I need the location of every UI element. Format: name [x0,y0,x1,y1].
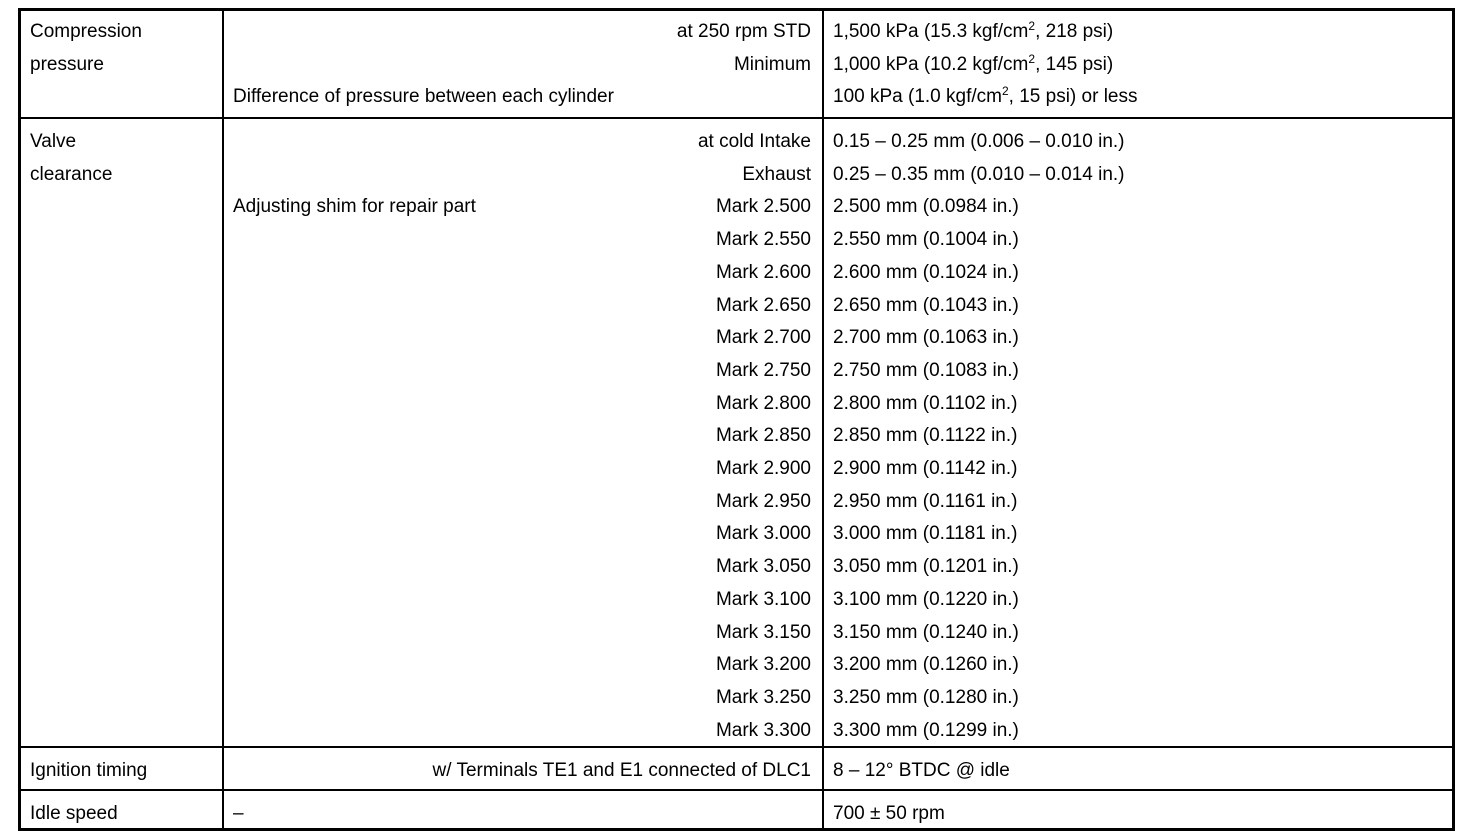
row-value [833,721,1019,740]
row-value-text: 0.25 – 0.35 mm (0.010 – 0.014 in.) [833,163,1125,185]
section-divider [18,789,1455,791]
column-divider-label [222,8,224,831]
row-value-text: 2.500 mm (0.0984 in.) [833,196,1019,218]
table-border-left [18,8,21,831]
row-value-text: 1,500 kPa (15.3 kgf/cm [833,21,1029,42]
section-label: Idle speed [30,803,118,824]
section-label: clearance [30,163,113,185]
row-value-text: 2.850 mm (0.1122 in.) [833,425,1018,447]
row-condition: w/ Terminals TE1 and E1 connected of DLC1 [432,760,811,781]
row-value [833,655,1019,674]
row-condition: Mark 3.300 [715,719,811,741]
section-divider [18,746,1455,748]
row-value-text: 3.000 mm (0.1181 in.) [833,523,1018,545]
row-value [833,165,1125,184]
row-condition: Mark 2.800 [715,392,811,414]
row-description: – [233,803,244,824]
row-value [833,688,1019,707]
row-condition: Mark 3.150 [715,621,811,643]
section-label: Compression [30,21,142,42]
row-value [833,426,1017,445]
section-label: pressure [30,53,104,75]
row-condition: Exhaust [742,163,811,185]
section-divider [18,117,1455,119]
row-condition: Mark 2.950 [715,490,811,512]
row-value-text: 2.750 mm (0.1083 in.) [833,359,1019,381]
row-value-text: 3.050 mm (0.1201 in.) [833,556,1019,578]
row-value [833,19,1114,42]
row-value-text: 1,000 kPa (10.2 kgf/cm [833,53,1029,75]
row-value [833,51,1114,75]
row-value-text: 3.300 mm (0.1299 in.) [833,719,1019,741]
row-description: Difference of pressure between each cylinder [233,86,614,108]
row-condition: Mark 2.650 [715,294,811,316]
table-border-bottom [18,828,1455,831]
row-value [833,361,1019,380]
row-value [833,394,1017,413]
row-value-text: 2.550 mm (0.1004 in.) [833,229,1019,251]
row-condition: Mark 2.750 [715,359,811,381]
row-value-text: 700 ± 50 rpm [833,803,945,824]
row-value-text: 2.600 mm (0.1024 in.) [833,261,1019,283]
row-condition: Mark 2.500 [715,196,811,218]
row-value [833,590,1019,609]
row-value-text: 100 kPa (1.0 kgf/cm [833,86,1002,108]
row-value [833,263,1019,282]
row-value-tail: , 218 psi) [1035,21,1114,42]
section-label: Ignition timing [30,760,148,781]
row-value-text: 2.900 mm (0.1142 in.) [833,458,1018,479]
row-condition: at cold Intake [697,131,811,152]
row-condition: at 250 rpm STD [676,21,811,42]
row-condition: Mark 3.200 [715,654,811,676]
column-divider-value [822,8,824,831]
row-value [833,557,1019,576]
table-border-right [1452,8,1455,831]
row-value-text: 3.100 mm (0.1220 in.) [833,588,1019,610]
row-value-text: 8 – 12° BTDC @ idle [833,760,1010,781]
row-value [833,761,1010,780]
row-value-tail: , 15 psi) or less [1008,86,1138,108]
row-value-text: 3.150 mm (0.1240 in.) [833,621,1019,643]
row-condition: Mark 2.850 [715,425,811,447]
row-value-superscript: 2 [1028,19,1036,33]
row-value-text: 3.250 mm (0.1280 in.) [833,686,1019,708]
row-condition: Mark 2.550 [715,229,811,251]
row-value [833,492,1017,511]
row-value [833,328,1019,347]
row-condition: Mark 2.700 [715,327,811,349]
row-value-text: 2.800 mm (0.1102 in.) [833,392,1018,414]
row-condition: Minimum [733,53,811,75]
row-value-text: 3.200 mm (0.1260 in.) [833,654,1019,676]
row-value-superscript: 2 [1028,51,1036,66]
row-value-superscript: 2 [1001,84,1009,99]
row-value [833,804,945,823]
row-value-text: 0.15 – 0.25 mm (0.006 – 0.010 in.) [833,131,1125,152]
row-value-tail: , 145 psi) [1035,53,1114,75]
table-border-top [18,8,1455,11]
row-condition: Mark 3.050 [715,556,811,578]
section-label: Valve [30,131,77,152]
row-condition: Mark 3.100 [715,588,811,610]
row-value [833,84,1138,108]
row-value-text: 2.700 mm (0.1063 in.) [833,327,1019,349]
row-value [833,296,1019,315]
row-description: Adjusting shim for repair part [233,196,476,218]
row-value [833,230,1019,249]
row-value-text: 2.650 mm (0.1043 in.) [833,294,1019,316]
row-condition: Mark 2.900 [715,458,811,479]
row-value [833,197,1019,216]
row-condition: Mark 3.250 [715,686,811,708]
row-value [833,459,1017,478]
row-value [833,623,1019,642]
row-value-text: 2.950 mm (0.1161 in.) [833,490,1018,512]
row-condition: Mark 2.600 [715,261,811,283]
row-condition: Mark 3.000 [715,523,811,545]
row-value [833,132,1125,151]
row-value [833,524,1017,543]
